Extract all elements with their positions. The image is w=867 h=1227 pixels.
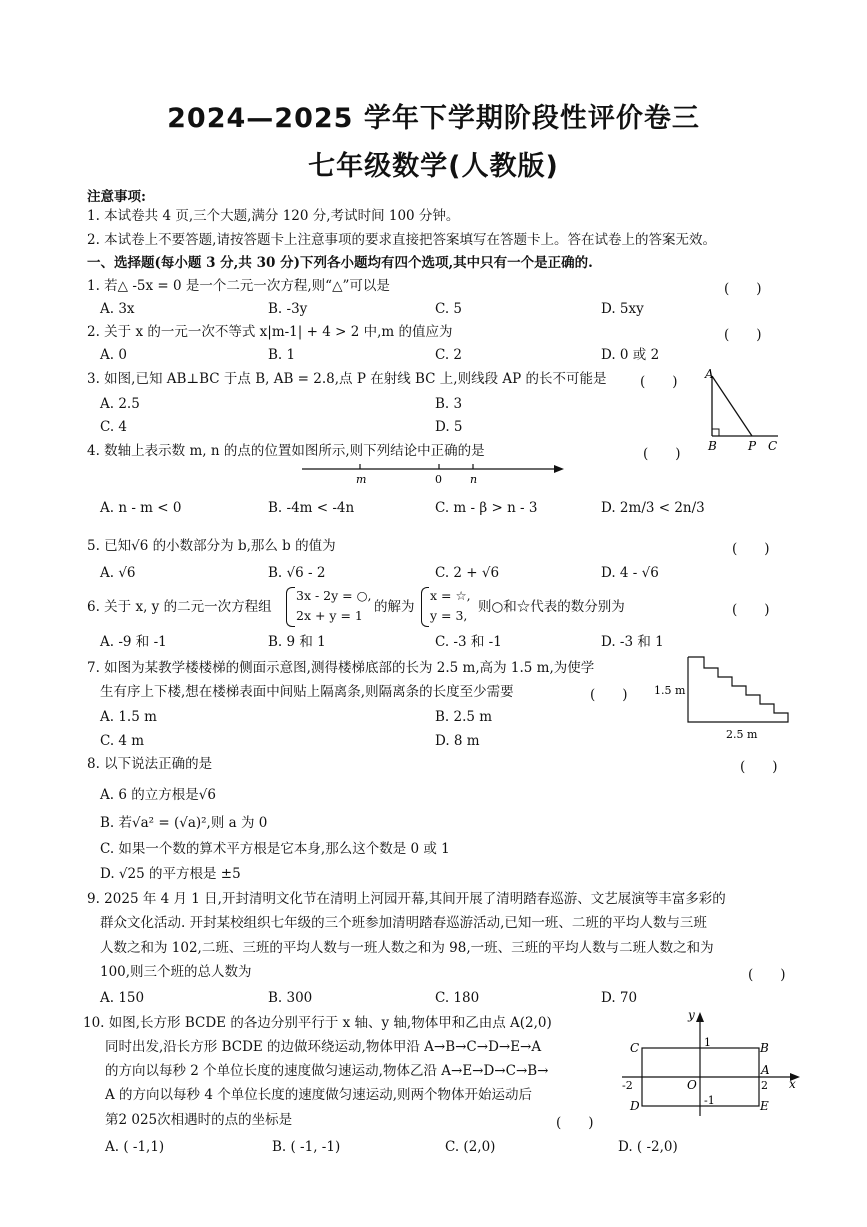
q6-option-a: A. -9 和 -1 bbox=[100, 634, 167, 650]
notice-item-1: 1. 本试卷共 4 页,三个大题,满分 120 分,考试时间 100 分钟。 bbox=[87, 208, 460, 224]
q10-axis-x: x bbox=[789, 1077, 796, 1091]
q10-label-e: E bbox=[760, 1099, 769, 1113]
q10-answer-paren: ( ) bbox=[556, 1115, 594, 1131]
q9-option-c: C. 180 bbox=[435, 990, 480, 1006]
q6-option-d: D. -3 和 1 bbox=[601, 634, 664, 650]
q6-answer-paren: ( ) bbox=[732, 602, 770, 618]
q4-axis-m: m bbox=[356, 473, 367, 486]
q10-label-c: C bbox=[630, 1041, 640, 1055]
q10-tick-neg1: -1 bbox=[704, 1094, 715, 1107]
q6-sol1: x = ☆, bbox=[430, 588, 471, 603]
q2-answer-paren: ( ) bbox=[724, 327, 762, 343]
q3-answer-paren: ( ) bbox=[640, 374, 678, 390]
q1-option-c: C. 5 bbox=[435, 301, 463, 317]
q2-option-c: C. 2 bbox=[435, 347, 463, 363]
q4-option-c: C. m - β > n - 3 bbox=[435, 500, 538, 516]
q4-number-line bbox=[300, 458, 566, 488]
q6-stem-mid: 的解为 bbox=[374, 599, 415, 615]
q7-option-c: C. 4 m bbox=[100, 733, 145, 749]
q3-right-triangle-figure bbox=[696, 366, 788, 454]
q10-tick-neg2: -2 bbox=[622, 1079, 633, 1092]
q3-option-d: D. 5 bbox=[435, 419, 463, 435]
q10-label-b: B bbox=[760, 1041, 769, 1055]
q6-option-b: B. 9 和 1 bbox=[268, 634, 326, 650]
q4-answer-paren: ( ) bbox=[643, 446, 681, 462]
q3-option-c: C. 4 bbox=[100, 419, 128, 435]
q7-option-a: A. 1.5 m bbox=[100, 709, 157, 725]
q6-sol2: y = 3, bbox=[430, 608, 468, 623]
q9-stem-line3: 人数之和为 102,二班、三班的平均人数与一班人数之和为 98,一班、三班的平均人数与二班人数之和为 bbox=[100, 940, 714, 956]
q8-option-a: A. 6 的立方根是√6 bbox=[100, 787, 216, 803]
q1-stem: 1. 若△ -5x = 0 是一个二元一次方程,则“△”可以是 bbox=[87, 278, 390, 294]
q6-solution-brace bbox=[421, 587, 429, 627]
q10-label-d: D bbox=[630, 1099, 640, 1113]
notice-heading: 注意事项: bbox=[87, 189, 146, 205]
notice-item-2: 2. 本试卷上不要答题,请按答题卡上注意事项的要求直接把答案填写在答题卡上。答在试卷上的答案无效。 bbox=[87, 232, 716, 248]
q10-stem-line4: A 的方向以每秒 4 个单位长度的速度做匀速运动,则两个物体开始运动后 bbox=[105, 1087, 533, 1103]
exam-subtitle: 七年级数学(人教版) bbox=[308, 151, 559, 182]
q10-stem-line2: 同时出发,沿长方形 BCDE 的边做环绕运动,物体甲沿 A→B→C→D→E→A bbox=[105, 1039, 542, 1055]
q10-label-origin: O bbox=[687, 1078, 697, 1092]
q8-option-c: C. 如果一个数的算术平方根是它本身,那么这个数是 0 或 1 bbox=[100, 841, 450, 857]
q10-label-a: A bbox=[761, 1063, 770, 1077]
q10-coordinate-figure bbox=[618, 1008, 803, 1120]
q10-option-d: D. ( -2,0) bbox=[618, 1139, 678, 1155]
q10-option-c: C. (2,0) bbox=[445, 1139, 496, 1155]
q7-option-d: D. 8 m bbox=[435, 733, 480, 749]
q5-option-b: B. √6 - 2 bbox=[268, 565, 326, 581]
q10-tick-2: 2 bbox=[761, 1079, 768, 1092]
q9-option-b: B. 300 bbox=[268, 990, 313, 1006]
q10-option-a: A. ( -1,1) bbox=[105, 1139, 165, 1155]
q7-fig-width: 2.5 m bbox=[726, 728, 758, 741]
q10-tick-1: 1 bbox=[704, 1036, 711, 1049]
q3-option-b: B. 3 bbox=[435, 396, 463, 412]
q7-stem-line2: 生有序上下楼,想在楼梯表面中间贴上隔离条,则隔离条的长度至少需要 bbox=[100, 684, 514, 700]
q9-stem-line2: 群众文化活动. 开封某校组织七年级的三个班参加清明踏春巡游活动,已知一班、二班的平均人数与三班 bbox=[100, 915, 707, 931]
q4-axis-zero: 0 bbox=[435, 473, 442, 486]
q9-answer-paren: ( ) bbox=[748, 967, 786, 983]
q6-system-brace bbox=[286, 587, 295, 627]
q6-stem-start: 6. 关于 x, y 的二元一次方程组 bbox=[87, 599, 272, 615]
q9-stem-line4: 100,则三个班的总人数为 bbox=[100, 964, 252, 980]
q3-label-c: C bbox=[768, 439, 778, 453]
q4-option-b: B. -4m < -4n bbox=[268, 500, 355, 516]
q8-option-d: D. √25 的平方根是 ±5 bbox=[100, 866, 241, 882]
q10-stem-line1: 10. 如图,长方形 BCDE 的各边分别平行于 x 轴、y 轴,物体甲和乙由点 A(2,0) bbox=[83, 1015, 552, 1031]
q7-option-b: B. 2.5 m bbox=[435, 709, 493, 725]
q2-option-d: D. 0 或 2 bbox=[601, 347, 660, 363]
q3-label-b: B bbox=[708, 439, 717, 453]
q2-option-b: B. 1 bbox=[268, 347, 296, 363]
q10-stem-line3: 的方向以每秒 2 个单位长度的速度做匀速运动,物体乙沿 A→E→D→C→B→ bbox=[105, 1063, 549, 1079]
q5-answer-paren: ( ) bbox=[732, 541, 770, 557]
q10-axis-y: y bbox=[688, 1008, 695, 1022]
q4-axis-n: n bbox=[470, 473, 478, 486]
q3-label-a: A bbox=[705, 367, 714, 381]
q2-stem: 2. 关于 x 的一元一次不等式 x|m-1| + 4 > 2 中,m 的值应为 bbox=[87, 324, 453, 340]
q8-answer-paren: ( ) bbox=[740, 759, 778, 775]
q5-option-c: C. 2 + √6 bbox=[435, 565, 500, 581]
q7-staircase-figure bbox=[652, 650, 792, 742]
q8-stem: 8. 以下说法正确的是 bbox=[87, 756, 213, 772]
q7-stem-line1: 7. 如图为某教学楼楼梯的侧面示意图,测得楼梯底部的长为 2.5 m,高为 1.5 m,为使学 bbox=[87, 660, 595, 676]
q5-option-d: D. 4 - √6 bbox=[601, 565, 659, 581]
q7-answer-paren: ( ) bbox=[590, 687, 628, 703]
q3-stem: 3. 如图,已知 AB⊥BC 于点 B, AB = 2.8,点 P 在射线 BC 上,则线段 AP 的长不可能是 bbox=[87, 371, 607, 387]
q9-stem-line1: 9. 2025 年 4 月 1 日,开封清明文化节在清明上河园开幕,其间开展了清明踏春巡游、文艺展演等丰富多彩的 bbox=[87, 891, 726, 907]
q10-stem-line5: 第2 025次相遇时的点的坐标是 bbox=[105, 1112, 293, 1128]
q4-option-d: D. 2m/3 < 2n/3 bbox=[601, 500, 705, 516]
q3-option-a: A. 2.5 bbox=[100, 396, 140, 412]
q1-answer-paren: ( ) bbox=[724, 281, 762, 297]
q10-option-b: B. ( -1, -1) bbox=[272, 1139, 341, 1155]
q1-option-d: D. 5xy bbox=[601, 301, 644, 317]
section-heading: 一、选择题(每小题 3 分,共 30 分)下列各小题均有四个选项,其中只有一个是正确的. bbox=[87, 255, 593, 271]
q1-option-a: A. 3x bbox=[100, 301, 135, 317]
q4-option-a: A. n - m < 0 bbox=[100, 500, 182, 516]
q5-stem: 5. 已知√6 的小数部分为 b,那么 b 的值为 bbox=[87, 538, 336, 554]
q6-stem-end: 则○和☆代表的数分别为 bbox=[478, 599, 625, 615]
q5-option-a: A. √6 bbox=[100, 565, 136, 581]
q9-option-d: D. 70 bbox=[601, 990, 638, 1006]
q3-label-p: P bbox=[748, 439, 757, 453]
q6-eq2: 2x + y = 1 bbox=[296, 608, 363, 623]
q4-stem: 4. 数轴上表示数 m, n 的点的位置如图所示,则下列结论中正确的是 bbox=[87, 443, 485, 459]
q6-option-c: C. -3 和 -1 bbox=[435, 634, 502, 650]
q8-option-b: B. 若√a² = (√a)²,则 a 为 0 bbox=[100, 815, 268, 831]
exam-title: 2024—2025 学年下学期阶段性评价卷三 bbox=[167, 103, 700, 134]
q1-option-b: B. -3y bbox=[268, 301, 308, 317]
q6-eq1: 3x - 2y = ○, bbox=[296, 588, 372, 603]
q7-fig-height: 1.5 m bbox=[654, 684, 686, 697]
q2-option-a: A. 0 bbox=[100, 347, 127, 363]
q9-option-a: A. 150 bbox=[100, 990, 145, 1006]
